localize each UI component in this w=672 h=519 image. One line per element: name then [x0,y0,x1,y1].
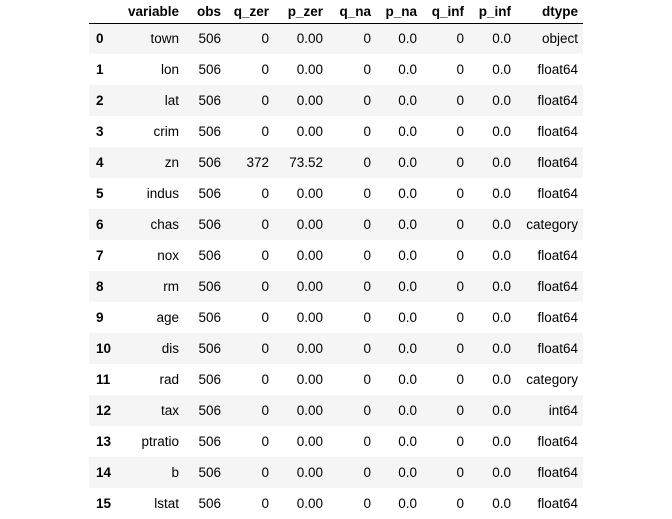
cell-q-na: 0 [363,124,371,139]
cell-variable: b [171,465,179,480]
cell-dtype: float64 [537,93,578,108]
cell-q-inf: 0 [456,434,464,449]
table-row [89,209,583,240]
column-header-obs: obs [184,0,226,23]
cell-p-na: 0.0 [398,124,417,139]
cell-p-inf: 0.0 [492,93,511,108]
cell-p-inf: 0.0 [492,279,511,294]
cell-p-inf: 0.0 [492,434,511,449]
cell-p-inf: 0.0 [492,372,511,387]
cell-q-na: 0 [363,434,371,449]
cell-dtype: float64 [537,248,578,263]
table-row [89,426,583,457]
cell-variable: rm [163,279,179,294]
cell-p-zer: 0.00 [296,186,323,201]
cell-p-na: 0.0 [398,465,417,480]
cell-variable: age [156,310,179,325]
cell-p-zer: 0.00 [296,248,323,263]
cell-dtype: float64 [537,465,578,480]
cell-p-inf: 0.0 [492,155,511,170]
cell-p-zer: 0.00 [296,217,323,232]
cell-q-na: 0 [363,341,371,356]
cell-variable: nox [157,248,179,263]
cell-variable: crim [153,124,179,139]
cell-p-inf: 0.0 [492,186,511,201]
cell-q-inf: 0 [456,279,464,294]
row-index: 10 [96,341,112,356]
cell-p-zer: 0.00 [296,310,323,325]
cell-p-zer: 0.00 [296,93,323,108]
cell-q-na: 0 [363,62,371,77]
cell-variable: tax [160,403,179,418]
cell-p-zer: 0.00 [296,341,323,356]
cell-obs: 506 [198,434,221,449]
cell-p-zer: 0.00 [296,279,323,294]
index-header [89,0,116,23]
cell-q-zer: 0 [261,124,269,139]
cell-p-na: 0.0 [398,62,417,77]
table-row [89,395,583,426]
cell-p-inf: 0.0 [492,31,511,47]
cell-dtype: category [526,217,578,232]
row-index: 13 [96,434,112,449]
cell-q-zer: 0 [261,465,269,480]
cell-p-na: 0.0 [398,341,417,356]
table-row [89,457,583,488]
cell-q-inf: 0 [456,124,464,139]
cell-q-zer: 0 [261,217,269,232]
column-header-q-na: q_na [328,0,376,23]
cell-p-na: 0.0 [398,155,417,170]
cell-q-zer: 0 [261,93,269,108]
row-index: 7 [96,248,104,263]
cell-q-na: 0 [363,248,371,263]
cell-obs: 506 [198,279,221,294]
cell-q-na: 0 [363,31,371,47]
cell-p-zer: 0.00 [296,31,323,47]
header-row [89,0,583,23]
row-index: 12 [96,403,112,418]
table-row [89,116,583,147]
cell-p-zer: 0.00 [296,434,323,449]
cell-q-zer: 0 [261,372,269,387]
cell-q-na: 0 [363,310,371,325]
cell-p-na: 0.0 [398,186,417,201]
cell-variable: lat [164,93,179,108]
cell-dtype: float64 [537,62,578,77]
cell-p-zer: 73.52 [289,155,323,170]
row-index: 15 [96,496,112,511]
table-row [89,23,583,54]
cell-q-inf: 0 [456,186,464,201]
cell-p-na: 0.0 [398,372,417,387]
table-row [89,271,583,302]
cell-p-inf: 0.0 [492,217,511,232]
cell-variable: zn [164,155,179,170]
cell-obs: 506 [198,93,221,108]
cell-p-na: 0.0 [398,31,417,47]
cell-variable: town [150,31,179,47]
cell-variable: lon [160,62,179,77]
cell-q-zer: 0 [261,496,269,511]
cell-q-inf: 0 [456,372,464,387]
cell-q-na: 0 [363,186,371,201]
cell-p-na: 0.0 [398,217,417,232]
cell-p-inf: 0.0 [492,124,511,139]
cell-obs: 506 [198,310,221,325]
cell-obs: 506 [198,31,221,47]
cell-obs: 506 [198,248,221,263]
cell-p-na: 0.0 [398,93,417,108]
cell-obs: 506 [198,465,221,480]
cell-p-inf: 0.0 [492,248,511,263]
cell-q-na: 0 [363,155,371,170]
column-header-p-zer: p_zer [274,0,328,23]
cell-variable: chas [150,217,179,232]
row-index: 9 [96,310,104,325]
cell-q-inf: 0 [456,403,464,418]
row-index: 5 [96,186,104,201]
cell-p-inf: 0.0 [492,341,511,356]
row-index: 14 [96,465,112,480]
cell-variable: indus [146,186,179,201]
dataframe-output [89,0,583,519]
row-index: 6 [96,217,104,232]
cell-p-zer: 0.00 [296,496,323,511]
cell-q-zer: 0 [261,434,269,449]
table-row [89,364,583,395]
column-header-p-na: p_na [376,0,422,23]
cell-obs: 506 [198,62,221,77]
cell-q-zer: 0 [261,341,269,356]
cell-p-zer: 0.00 [296,403,323,418]
cell-dtype: float64 [537,496,578,511]
cell-q-zer: 0 [261,279,269,294]
cell-q-zer: 0 [261,31,269,47]
cell-p-na: 0.0 [398,310,417,325]
table-header [89,0,583,23]
cell-p-na: 0.0 [398,279,417,294]
cell-q-inf: 0 [456,341,464,356]
cell-obs: 506 [198,217,221,232]
cell-obs: 506 [198,155,221,170]
cell-obs: 506 [198,372,221,387]
cell-variable: rad [159,372,179,387]
cell-obs: 506 [198,186,221,201]
cell-obs: 506 [198,341,221,356]
cell-q-zer: 0 [261,403,269,418]
cell-q-zer: 0 [261,186,269,201]
cell-q-zer: 0 [261,248,269,263]
cell-q-inf: 0 [456,465,464,480]
cell-dtype: float64 [537,155,578,170]
cell-dtype: object [541,31,578,47]
cell-dtype: category [526,372,578,387]
cell-q-inf: 0 [456,62,464,77]
cell-variable: dis [161,341,179,356]
table-row [89,333,583,364]
cell-p-inf: 0.0 [492,403,511,418]
table-row [89,147,583,178]
row-index: 11 [96,372,111,387]
cell-dtype: float64 [537,310,578,325]
column-header-dtype: dtype [516,0,583,23]
cell-p-na: 0.0 [398,434,417,449]
cell-q-inf: 0 [456,93,464,108]
cell-q-inf: 0 [456,248,464,263]
cell-q-na: 0 [363,465,371,480]
cell-dtype: float64 [537,186,578,201]
cell-dtype: float64 [537,124,578,139]
cell-dtype: float64 [537,279,578,294]
cell-q-zer: 0 [261,310,269,325]
cell-dtype: float64 [537,434,578,449]
column-header-q-inf: q_inf [422,0,469,23]
cell-obs: 506 [198,124,221,139]
cell-q-zer: 0 [261,62,269,77]
cell-p-zer: 0.00 [296,124,323,139]
row-index: 4 [96,155,104,170]
row-index: 0 [96,31,104,47]
row-index: 1 [96,62,104,77]
cell-p-na: 0.0 [398,403,417,418]
cell-q-zer: 372 [246,155,269,170]
table-row [89,488,583,519]
cell-q-na: 0 [363,279,371,294]
cell-p-inf: 0.0 [492,496,511,511]
cell-dtype: float64 [537,341,578,356]
cell-p-na: 0.0 [398,496,417,511]
cell-p-zer: 0.00 [296,465,323,480]
cell-p-inf: 0.0 [492,465,511,480]
table-row [89,178,583,209]
table-body [89,23,583,519]
column-header-variable: variable [116,0,184,23]
cell-p-inf: 0.0 [492,310,511,325]
cell-q-na: 0 [363,372,371,387]
row-index: 3 [96,124,104,139]
column-header-q-zer: q_zer [226,0,274,23]
column-header-p-inf: p_inf [469,0,516,23]
table-row [89,54,583,85]
cell-q-na: 0 [363,217,371,232]
cell-p-inf: 0.0 [492,62,511,77]
cell-p-na: 0.0 [398,248,417,263]
dataframe-table [89,0,583,519]
table-row [89,85,583,116]
cell-p-zer: 0.00 [296,62,323,77]
cell-q-na: 0 [363,403,371,418]
cell-q-na: 0 [363,496,371,511]
cell-dtype: int64 [548,403,578,418]
cell-obs: 506 [198,403,221,418]
cell-q-inf: 0 [456,155,464,170]
cell-p-zer: 0.00 [296,372,323,387]
cell-q-inf: 0 [456,496,464,511]
cell-obs: 506 [198,496,221,511]
cell-q-na: 0 [363,93,371,108]
row-index: 8 [96,279,104,294]
table-row [89,302,583,333]
cell-q-inf: 0 [456,217,464,232]
cell-variable: lstat [154,496,179,511]
row-index: 2 [96,93,104,108]
cell-q-inf: 0 [456,31,464,47]
cell-variable: ptratio [141,434,179,449]
cell-q-inf: 0 [456,310,464,325]
table-row [89,240,583,271]
